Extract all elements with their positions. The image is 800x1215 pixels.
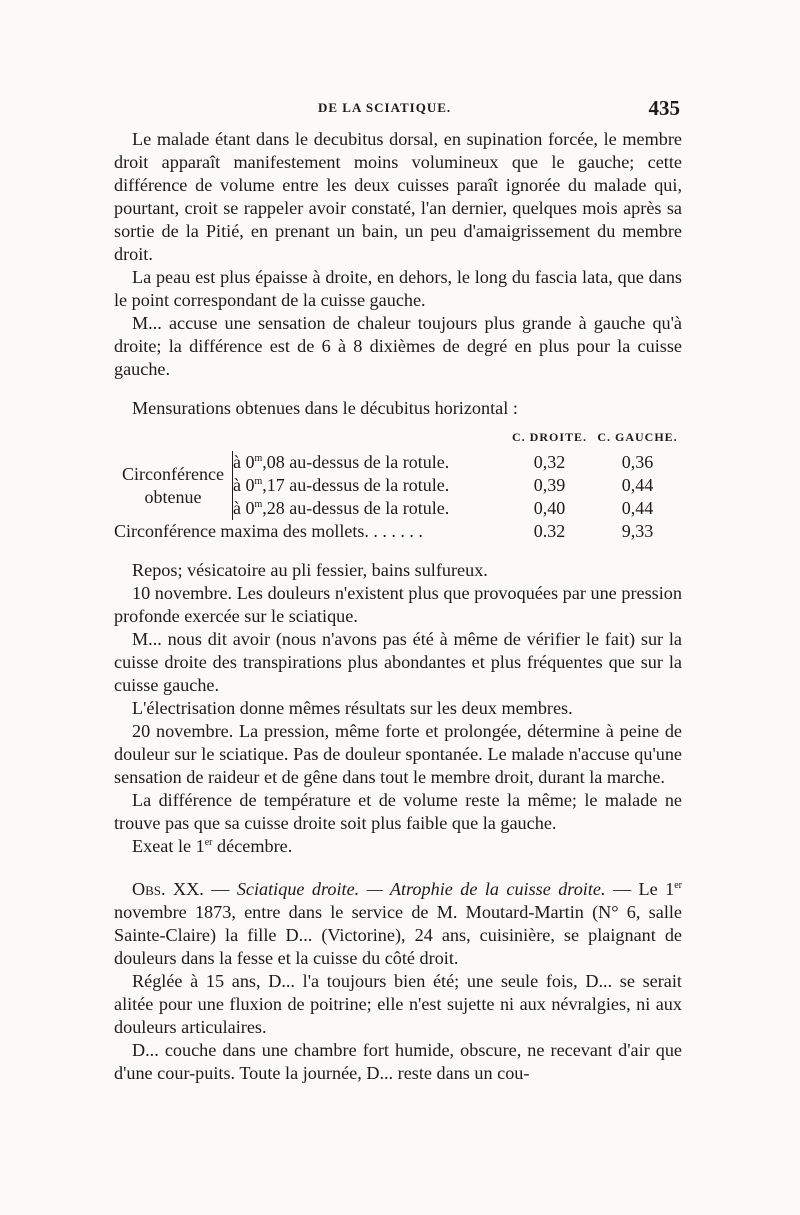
cell-gauche: 9,33 xyxy=(621,521,654,541)
observation-label: Obs. XX. — xyxy=(132,879,230,899)
paragraph: Exeat le 1er décembre. xyxy=(132,836,293,856)
paragraph: La peau est plus épaisse à droite, en dehors, le long du fascia lata, que dans le point correspondant de la cuisse gauche. xyxy=(114,267,682,310)
cell-droite: 0.32 xyxy=(533,521,566,541)
column-header-gauche: C. GAUCHE. xyxy=(597,430,678,444)
table-header-row xyxy=(114,422,682,451)
observation-heading: Obs. XX. — Sciatique droite. — Atrophie de la cuisse droite. — Le 1er novembre 1873, entre dans le service de M. Moutard-Martin (N° 6, salle Sainte-Claire) la fille D... (Victorine), 24 ans, cuisinière, se plaignant de douleurs dans la fesse et la cuisse du côté droit. xyxy=(114,879,683,968)
row-label: Circonférence maxima des mollets. . . . . . . xyxy=(114,521,423,541)
column-header-droite: C. DROITE. xyxy=(511,430,587,444)
observation-title: Sciatique droite. — Atrophie de la cuisse droite. xyxy=(236,879,606,899)
running-title: DE LA SCIATIQUE. xyxy=(318,100,452,115)
page-number: 435 xyxy=(648,96,680,120)
cell-droite: 0,39 xyxy=(533,475,566,495)
cell-gauche: 0,44 xyxy=(621,498,654,518)
paragraph: 10 novembre. Les douleurs n'existent plus que provoquées par une pression profonde exercée sur le sciatique. xyxy=(114,583,682,626)
paragraph: 20 novembre. La pression, même forte et prolongée, détermine à peine de douleur sur le sciatique. Pas de douleur spontanée. Le malade n'accuse qu'une sensation de raideur et de gêne dans tout le membre droit, durant la marche. xyxy=(114,721,682,787)
paragraph: Réglée à 15 ans, D... l'a toujours bien été; une seule fois, D... se serait alitée pour une fluxion de poitrine; elle n'est sujette ni aux névralgies, ni aux douleurs articulaires. xyxy=(114,971,682,1037)
measurements-table xyxy=(114,422,682,543)
measurements-intro: Mensurations obtenues dans le décubitus horizontal : xyxy=(132,398,518,418)
cell-gauche: 0,36 xyxy=(621,452,654,472)
page-header xyxy=(118,96,680,126)
cell-droite: 0,40 xyxy=(533,498,566,518)
paragraph: M... accuse une sensation de chaleur toujours plus grande à gauche qu'à droite; la différence est de 6 à 8 dixièmes de degré en plus pour la cuisse gauche. xyxy=(114,313,682,379)
row-label: à 0$^m$,08 au-dessus de la rotule. xyxy=(233,452,450,472)
paragraph: La différence de température et de volume reste la même; le malade ne trouve pas que sa cuisse droite soit plus faible que la gauche. xyxy=(114,790,682,833)
table-row xyxy=(114,451,682,474)
page-body xyxy=(114,128,682,1085)
row-group-label: Circonférence obtenue xyxy=(114,451,233,520)
paragraph: Le malade étant dans le decubitus dorsal, en supination forcée, le membre droit apparaît manifestement moins volumineux que le gauche; cette différence de volume entre les deux cuisses paraît ignorée du malade qui, pourtant, croit se rappeler avoir constaté, l'an dernier, quelques mois après sa sortie de la Pitié, en prenant un bain, un peu d'amaigrissement du membre droit. xyxy=(114,129,682,264)
cell-gauche: 0,44 xyxy=(621,475,654,495)
cell-droite: 0,32 xyxy=(533,452,566,472)
paragraph: M... nous dit avoir (nous n'avons pas été à même de vérifier le fait) sur la cuisse droite des transpirations plus abondantes et plus fréquentes que sur la cuisse gauche. xyxy=(114,629,682,695)
row-label: à 0$^m$,28 au-dessus de la rotule. xyxy=(233,498,450,518)
paragraph: Repos; vésicatoire au pli fessier, bains sulfureux. xyxy=(132,560,488,580)
paragraph: L'électrisation donne mêmes résultats sur les deux membres. xyxy=(132,698,573,718)
table-row-maxima xyxy=(114,520,682,543)
row-label: à 0$^m$,17 au-dessus de la rotule. xyxy=(233,475,450,495)
paragraph: D... couche dans une chambre fort humide, obscure, ne recevant d'air que d'une cour-puits. Toute la journée, D... reste dans un cou- xyxy=(114,1040,682,1083)
